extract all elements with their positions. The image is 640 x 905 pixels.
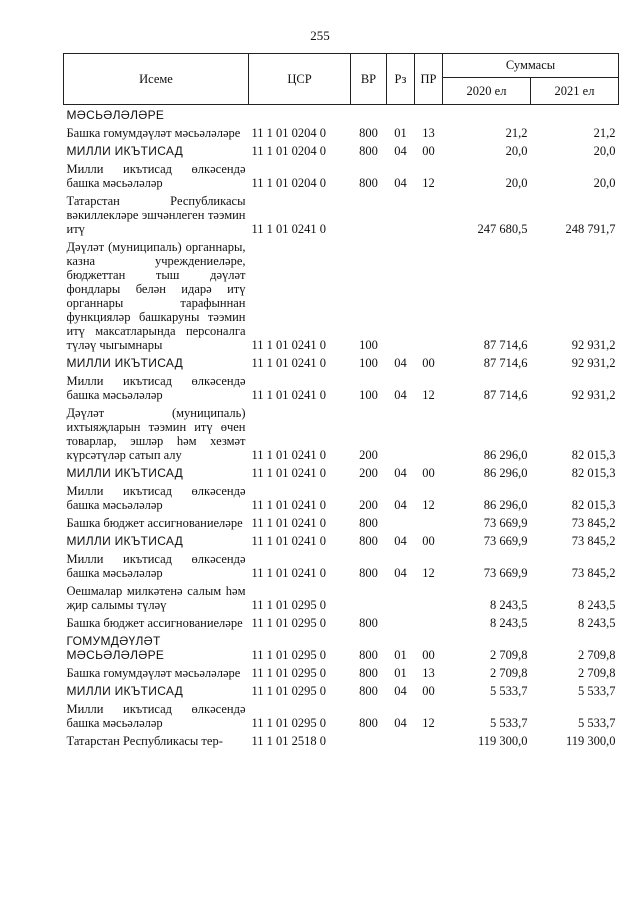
row-vr: 800 <box>359 126 378 140</box>
row-csr: 11 1 01 0204 0 <box>251 126 327 140</box>
row-name: МИЛЛИ ИКЪТИСАД <box>66 684 184 698</box>
row-vr <box>351 191 387 237</box>
row-name: Милли икътисад өлкәсендә башка мәсьәләләр <box>66 162 246 190</box>
row-sum-2020: 21,2 <box>505 126 528 140</box>
row-vr: 800 <box>359 176 378 190</box>
row-pr <box>415 191 443 237</box>
row-csr: 11 1 01 0295 0 <box>251 648 327 662</box>
row-rz: 04 <box>394 144 407 158</box>
row-name: Татарстан Республикасы вәкиллекләре эшчәнлеген тәэмин итү <box>66 194 246 236</box>
table-row <box>64 371 619 403</box>
table-row <box>64 531 619 549</box>
row-csr: 11 1 01 0295 0 <box>251 716 327 730</box>
row-sum-2020: 87 714,6 <box>483 338 528 352</box>
row-name: МИЛЛИ ИКЪТИСАД <box>66 534 184 548</box>
row-sum-2020: 73 669,9 <box>483 566 528 580</box>
row-sum-2020: 2 709,8 <box>490 648 528 662</box>
table-row <box>64 513 619 531</box>
table-row <box>64 663 619 681</box>
row-sum-2020: 86 296,0 <box>483 448 528 462</box>
row-pr <box>415 105 443 124</box>
row-rz: 04 <box>394 716 407 730</box>
page-number: 255 <box>310 28 330 43</box>
row-csr: 11 1 01 0241 0 <box>251 498 327 512</box>
table-row <box>64 613 619 631</box>
table-row <box>64 463 619 481</box>
row-vr: 800 <box>359 684 378 698</box>
row-rz: 04 <box>394 388 407 402</box>
row-name: Милли икътисад өлкәсендә башка мәсьәләләр <box>66 484 246 512</box>
row-sum-2021: 20,0 <box>593 176 616 190</box>
row-sum-2020: 20,0 <box>505 176 528 190</box>
table-row <box>64 159 619 191</box>
row-vr: 100 <box>359 388 378 402</box>
table-row <box>64 581 619 613</box>
table-row <box>64 237 619 353</box>
row-csr: 11 1 01 0295 0 <box>251 684 327 698</box>
row-rz <box>387 105 415 124</box>
row-pr <box>415 403 443 463</box>
row-sum-2020 <box>443 105 531 124</box>
row-sum-2021: 2 709,8 <box>578 648 616 662</box>
row-csr: 11 1 01 0204 0 <box>251 144 327 158</box>
row-sum-2020: 86 296,0 <box>483 498 528 512</box>
row-name: МӘСЬӘЛӘЛӘРЕ <box>66 108 165 122</box>
row-vr <box>351 731 387 749</box>
row-pr: 13 <box>422 126 435 140</box>
row-csr: 11 1 01 0241 0 <box>251 222 327 236</box>
row-csr: 11 1 01 0241 0 <box>251 388 327 402</box>
header-name: Исеме <box>64 54 249 105</box>
row-name: ГОМУМДӘҮЛӘТ МӘСЬӘЛӘЛӘРЕ <box>66 634 165 662</box>
row-sum-2021: 73 845,2 <box>571 516 616 530</box>
row-sum-2021: 8 243,5 <box>578 616 616 630</box>
row-sum-2020: 119 300,0 <box>477 734 528 748</box>
row-name: МИЛЛИ ИКЪТИСАД <box>66 144 184 158</box>
row-rz: 01 <box>394 666 407 680</box>
table-row <box>64 353 619 371</box>
row-pr: 00 <box>422 648 435 662</box>
row-sum-2021: 8 243,5 <box>578 598 616 612</box>
row-vr: 800 <box>359 666 378 680</box>
row-sum-2020: 247 680,5 <box>477 222 528 236</box>
row-csr: 11 1 01 0241 0 <box>251 356 327 370</box>
table-row <box>64 681 619 699</box>
table-row <box>64 549 619 581</box>
row-rz: 04 <box>394 356 407 370</box>
table-row <box>64 141 619 159</box>
row-vr <box>351 105 387 124</box>
table-row <box>64 481 619 513</box>
table-header <box>64 54 619 105</box>
row-rz: 01 <box>394 648 407 662</box>
row-rz: 01 <box>394 126 407 140</box>
row-name: Оешмалар милкәтенә салым һәм җир салымы түләү <box>66 584 246 612</box>
row-rz: 04 <box>394 176 407 190</box>
row-sum-2021 <box>531 105 619 124</box>
header-vr: ВР <box>351 54 387 105</box>
row-csr: 11 1 01 0295 0 <box>251 666 327 680</box>
row-pr: 00 <box>422 466 435 480</box>
row-pr: 12 <box>422 498 435 512</box>
row-csr: 11 1 01 2518 0 <box>251 734 327 748</box>
row-pr: 00 <box>422 356 435 370</box>
row-sum-2020: 87 714,6 <box>483 388 528 402</box>
header-rz: Рз <box>387 54 415 105</box>
row-vr: 800 <box>359 144 378 158</box>
row-sum-2020: 8 243,5 <box>490 598 528 612</box>
row-rz <box>387 581 415 613</box>
row-sum-2021: 73 845,2 <box>571 566 616 580</box>
row-sum-2021: 2 709,8 <box>578 666 616 680</box>
row-sum-2021: 248 791,7 <box>565 222 616 236</box>
row-vr: 800 <box>359 566 378 580</box>
row-pr: 00 <box>422 144 435 158</box>
row-rz: 04 <box>394 466 407 480</box>
row-sum-2020: 2 709,8 <box>490 666 528 680</box>
row-csr <box>249 105 351 124</box>
row-rz <box>387 613 415 631</box>
row-csr: 11 1 01 0241 0 <box>251 466 327 480</box>
table-row <box>64 631 619 663</box>
table-row <box>64 105 619 124</box>
budget-table <box>63 53 619 749</box>
row-name: Башка гомумдәүләт мәсьәләләре <box>66 666 241 680</box>
row-csr: 11 1 01 0241 0 <box>251 566 327 580</box>
row-vr: 800 <box>359 516 378 530</box>
row-vr: 800 <box>359 616 378 630</box>
header-year-2021: 2021 ел <box>531 78 619 105</box>
table-row <box>64 191 619 237</box>
row-sum-2021: 82 015,3 <box>571 466 616 480</box>
row-sum-2021: 21,2 <box>593 126 616 140</box>
row-vr: 800 <box>359 534 378 548</box>
row-csr: 11 1 01 0241 0 <box>251 516 327 530</box>
row-sum-2020: 87 714,6 <box>483 356 528 370</box>
header-sums: Суммасы <box>443 54 619 78</box>
row-name: МИЛЛИ ИКЪТИСАД <box>66 356 184 370</box>
row-csr: 11 1 01 0295 0 <box>251 616 327 630</box>
row-vr <box>351 581 387 613</box>
table-row <box>64 699 619 731</box>
row-csr: 11 1 01 0295 0 <box>251 598 327 612</box>
row-name: Башка бюджет ассигнованиеләре <box>66 516 243 530</box>
row-name: Башка гомумдәүләт мәсьәләләре <box>66 126 241 140</box>
row-sum-2020: 86 296,0 <box>483 466 528 480</box>
header-csr: ЦСР <box>249 54 351 105</box>
row-rz: 04 <box>394 566 407 580</box>
row-name: МИЛЛИ ИКЪТИСАД <box>66 466 184 480</box>
row-vr: 200 <box>359 466 378 480</box>
row-vr: 100 <box>359 338 378 352</box>
row-sum-2020: 5 533,7 <box>490 716 528 730</box>
row-sum-2021: 92 931,2 <box>571 356 616 370</box>
row-sum-2020: 20,0 <box>505 144 528 158</box>
row-sum-2021: 5 533,7 <box>578 684 616 698</box>
row-pr: 00 <box>422 534 435 548</box>
row-vr: 100 <box>359 356 378 370</box>
row-sum-2021: 92 931,2 <box>571 338 616 352</box>
row-name: Дәүләт (муниципаль) органнары, казна учреждениеләре, бюджеттан тыш дәүләт фондлары белән идарә итү органнары тарафыннан функцияләр башкаруны тәэмин итү максатларында персоналга түләү чыгымнары <box>66 240 246 352</box>
row-rz: 04 <box>394 684 407 698</box>
row-name: Башка бюджет ассигнованиеләре <box>66 616 243 630</box>
row-sum-2020: 5 533,7 <box>490 684 528 698</box>
row-name: Милли икътисад өлкәсендә башка мәсьәләләр <box>66 374 246 402</box>
row-sum-2021: 82 015,3 <box>571 498 616 512</box>
row-name: Милли икътисад өлкәсендә башка мәсьәләләр <box>66 552 246 580</box>
row-sum-2021: 20,0 <box>593 144 616 158</box>
row-rz <box>387 191 415 237</box>
row-name: Дәүләт (муниципаль) ихтыяҗларын тәэмин итү өчен товарлар, эшләр һәм хезмәт күрсәтүләр сатып алу <box>66 406 246 462</box>
row-pr: 13 <box>422 666 435 680</box>
row-vr: 800 <box>359 648 378 662</box>
row-pr <box>415 513 443 531</box>
table-body <box>64 105 619 750</box>
row-vr: 200 <box>359 448 378 462</box>
row-rz: 04 <box>394 534 407 548</box>
row-rz <box>387 513 415 531</box>
row-pr: 12 <box>422 388 435 402</box>
row-sum-2021: 92 931,2 <box>571 388 616 402</box>
row-pr: 00 <box>422 684 435 698</box>
row-sum-2020: 73 669,9 <box>483 516 528 530</box>
row-vr: 800 <box>359 716 378 730</box>
budget-table-container <box>63 53 618 749</box>
row-sum-2021: 73 845,2 <box>571 534 616 548</box>
row-pr <box>415 731 443 749</box>
row-pr: 12 <box>422 716 435 730</box>
row-pr <box>415 581 443 613</box>
row-name: Милли икътисад өлкәсендә башка мәсьәләләр <box>66 702 246 730</box>
row-sum-2020: 73 669,9 <box>483 534 528 548</box>
row-pr: 12 <box>422 176 435 190</box>
row-csr: 11 1 01 0204 0 <box>251 176 327 190</box>
row-csr: 11 1 01 0241 0 <box>251 338 327 352</box>
row-csr: 11 1 01 0241 0 <box>251 448 327 462</box>
row-pr: 12 <box>422 566 435 580</box>
row-sum-2020: 8 243,5 <box>490 616 528 630</box>
row-sum-2021: 82 015,3 <box>571 448 616 462</box>
table-row <box>64 403 619 463</box>
row-sum-2021: 5 533,7 <box>578 716 616 730</box>
row-name: Татарстан Республикасы тер- <box>66 734 223 748</box>
row-rz <box>387 237 415 353</box>
row-rz <box>387 731 415 749</box>
row-sum-2021: 119 300,0 <box>565 734 616 748</box>
header-pr: ПР <box>415 54 443 105</box>
row-rz: 04 <box>394 498 407 512</box>
table-row <box>64 731 619 749</box>
row-csr: 11 1 01 0241 0 <box>251 534 327 548</box>
row-pr <box>415 237 443 353</box>
table-row <box>64 123 619 141</box>
row-vr: 200 <box>359 498 378 512</box>
row-pr <box>415 613 443 631</box>
header-year-2020: 2020 ел <box>443 78 531 105</box>
row-rz <box>387 403 415 463</box>
